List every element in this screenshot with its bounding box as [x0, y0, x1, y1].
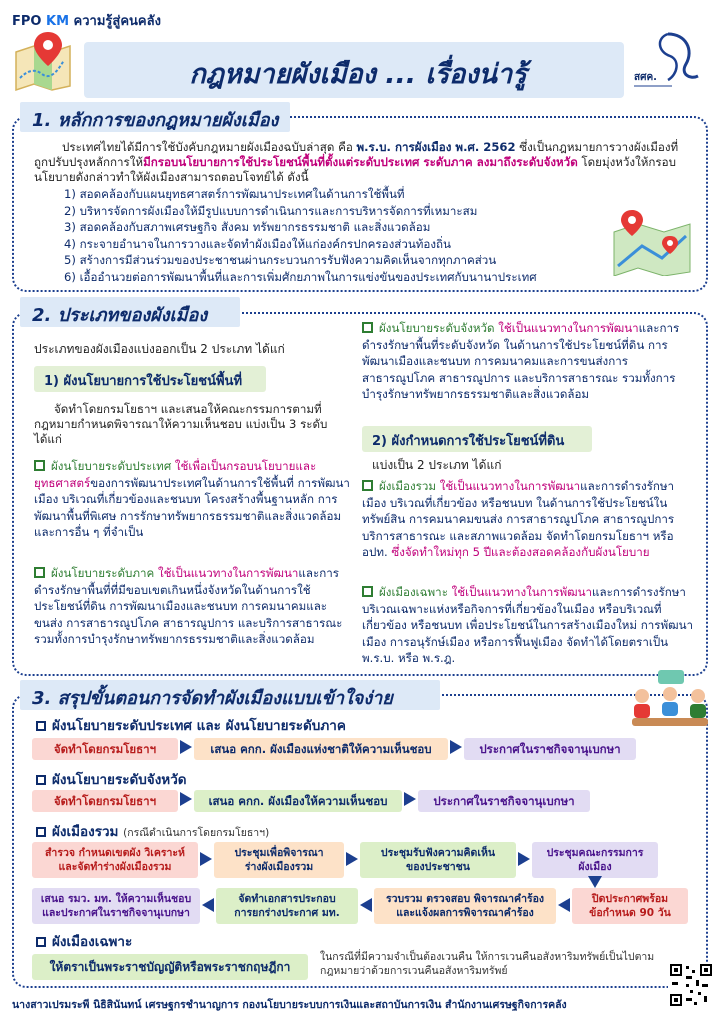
flow3-step-minister: เสนอ รมว. มท. ให้ความเห็นชอบ และประกาศในราชกิจจานุเบกษา: [32, 888, 200, 924]
arrow-right-icon: [346, 852, 358, 866]
checkbox-icon: [362, 480, 373, 491]
flow1-title: ผังนโยบายระดับประเทศ และ ผังนโยบายระดับภาค: [36, 714, 346, 736]
brand-prefix: FPO: [12, 14, 42, 29]
list-item: 6) เอื้ออำนวยต่อการพัฒนาพื้นที่และการเพิ่มศักยภาพในการแข่งขันของประเทศกับนานาประเทศ: [64, 269, 537, 284]
sub2-text: แบ่งเป็น 2 ประเภท ได้แก่: [372, 458, 502, 472]
sub-heading-land-use-policy: 1) ผังนโยบายการใช้ประโยชน์พื้นที่: [34, 366, 266, 392]
arrow-right-icon: [518, 852, 530, 866]
specific-plan-item: ผังเมืองเฉพาะ ใช้เป็นแนวทางในการพัฒนาและการดำรงรักษาบริเวณเฉพาะแห่งหรือกิจการที่เกี่ยวข้องในเมือง หรือบริเวณที่เกี่ยวข้อง หรือชนบท เพื่อประโยชน์ในการสร้างเมืองใหม่ การพัฒนาเมือง การอนุรักษ์เมือง หรือการฟื้นฟูเมือง จัดทำได้โดยตราเป็น พ.ร.บ. หรือ พ.ร.ฎ.: [362, 585, 694, 665]
brand-label: [12, 10, 161, 31]
list-item: 5) สร้างการมีส่วนร่วมของประชาชนผ่านกระบวนการรับฟังความคิดเห็นจากทุกภาคส่วน: [64, 253, 497, 267]
checkbox-icon: [362, 586, 373, 597]
flow1-step-3: ประกาศในราชกิจจานุเบกษา: [464, 738, 636, 760]
comprehensive-plan-item: ผังเมืองรวม ใช้เป็นแนวทางในการพัฒนาและการดำรงรักษาเมือง บริเวณที่เกี่ยวข้อง หรือชนบท ในด้านการใช้ประโยชน์ในทรัพย์สิน การคมนาคมขนส่ง การสาธารณูปโภค สาธารณูปการ บริการสาธารณะ และสภาพแวดล้อม จัดทำโดยกรมโยธาฯ หรือ อปท. ซึ่งจัดทำใหม่ทุก 5 ปีและต้องสอดคล้องกับผังนโยบาย: [362, 479, 675, 559]
section2-heading: 2. ประเภทของผังเมือง: [20, 297, 240, 327]
flow3-step-announce-90: ปิดประกาศพร้อม ข้อกำหนด 90 วัน: [572, 888, 688, 924]
fpo-logo: [628, 28, 708, 98]
square-bullet-icon: [36, 937, 46, 947]
flow4-note: ในกรณีที่มีความจำเป็นต้องเวนคืน ให้การเวนคืนอสังหาริมทรัพย์เป็นไปตามกฎหมายว่าด้วยการเวนคืนอสังหาริมทรัพย์: [320, 951, 655, 977]
map-pin-icon: [12, 30, 74, 92]
flow4-step: ให้ตราเป็นพระราชบัญญัติหรือพระราชกฤษฎีกา: [32, 954, 308, 980]
brand-tagline: ความรู้สู่คนคลัง: [73, 14, 161, 29]
section1-list: [64, 186, 537, 285]
checkbox-icon: [362, 322, 373, 333]
flow2-step-1: จัดทำโดยกรมโยธาฯ: [32, 790, 178, 812]
national-policy-item: ผังนโยบายระดับประเทศ ใช้เพื่อเป็นกรอบนโยบายและยุทธศาสตร์ของการพัฒนาประเทศในด้านการใช้พื้นที่ การพัฒนาเมือง บริเวณที่เกี่ยวข้องและชนบท โครงสร้างพื้นฐานหลัก การพัฒนาพื้นที่พิเศษ การรักษาทรัพยากรธรรมชาติและสิ่งแวดล้อม และการอื่น ๆ ที่จำเป็น: [34, 459, 350, 539]
square-bullet-icon: [36, 775, 46, 785]
square-bullet-icon: [36, 721, 46, 731]
list-item: 2) บริหารจัดการผังเมืองให้มีรูปแบบการดำเนินการและการบริหารจัดการที่เหมาะสม: [64, 203, 478, 218]
flow3-step-draft-meeting: ประชุมเพื่อพิจารณา ร่างผังเมืองรวม: [214, 842, 344, 878]
flow3-step-hearing: ประชุมรับฟังความคิดเห็น ของประชาชน: [360, 842, 516, 878]
checkbox-icon: [34, 460, 45, 471]
flow3-title: ผังเมืองรวม (กรณีดำเนินการโดยกรมโยธาฯ): [36, 820, 269, 842]
flow3-step-review-petitions: รวบรวม ตรวจสอบ พิจารณาคำร้อง และแจ้งผลการพิจารณาคำร้อง: [374, 888, 556, 924]
section2-intro: ประเภทของผังเมืองแบ่งออกเป็น 2 ประเภท ได้แก่: [34, 342, 285, 356]
arrow-left-icon: [558, 898, 570, 912]
flow3-step-committee: ประชุมคณะกรรมการ ผังเมือง: [532, 842, 658, 878]
flow1-step-2: เสนอ คกก. ผังเมืองแห่งชาติให้ความเห็นชอบ: [194, 738, 448, 760]
arrow-right-icon: [200, 852, 212, 866]
arrow-right-icon: [180, 792, 192, 806]
flow2-step-3: ประกาศในราชกิจจานุเบกษา: [418, 790, 590, 812]
brand-km: KM: [46, 14, 70, 29]
sub1-text: จัดทำโดยกรมโยธาฯ และเสนอให้คณะกรรมการตามที่กฎหมายกำหนดพิจารณาให้ความเห็นชอบ แบ่งเป็น 3 ระดับ ได้แก่: [34, 402, 328, 446]
arrow-left-icon: [360, 898, 372, 912]
flow2-title: ผังนโยบายระดับจังหวัด: [36, 768, 187, 790]
square-bullet-icon: [36, 827, 46, 837]
list-item: 1) สอดคล้องกับแผนยุทธศาสตร์การพัฒนาประเทศในด้านการใช้พื้นที่: [64, 187, 405, 201]
provincial-policy-item: ผังนโยบายระดับจังหวัด ใช้เป็นแนวทางในการพัฒนาและการดำรงรักษาพื้นที่ระดับจังหวัด ในด้านการใช้ประโยชน์ที่ดิน การพัฒนาเมืองและชนบท การคมนาคมและการขนส่งการสาธารณูปโภค สาธารณูปการ และบริการสาธารณะ รวมทั้งการบำรุงรักษาทรัพยากรธรรมชาติและสิ่งแวดล้อม: [362, 321, 680, 401]
arrow-down-icon: [588, 876, 602, 888]
flow1-step-1: จัดทำโดยกรมโยธาฯ: [32, 738, 178, 760]
section1-heading: 1. หลักการของกฎหมายผังเมือง: [20, 102, 290, 132]
footer-author: นางสาวเปรมระพี นิธิสินันทน์ เศรษฐกรชำนาญการ กองนโยบายระบบการเงินและสถาบันการเงิน สำนักงานเศรษฐกิจการคลัง: [12, 999, 567, 1011]
flow3-step-documents: จัดทำเอกสารประกอบ การยกร่างประกาศ มท.: [216, 888, 358, 924]
meeting-people-icon: [630, 668, 710, 728]
checkbox-icon: [34, 567, 45, 578]
map-illustration-icon: [612, 206, 692, 276]
section3-heading: 3. สรุปขั้นตอนการจัดทำผังเมืองแบบเข้าใจง่าย: [20, 680, 440, 710]
flow2-step-2: เสนอ คกก. ผังเมืองให้ความเห็นชอบ: [194, 790, 402, 812]
flow3-step-survey: สำรวจ กำหนดเขตผัง วิเคราะห์ และจัดทำร่างผังเมืองรวม: [32, 842, 198, 878]
arrow-right-icon: [404, 792, 416, 806]
sub-heading-land-use-plan: 2) ผังกำหนดการใช้ประโยชน์ที่ดิน: [362, 426, 592, 452]
arrow-right-icon: [180, 740, 192, 754]
regional-policy-item: ผังนโยบายระดับภาค ใช้เป็นแนวทางในการพัฒนาและการดำรงรักษาพื้นที่ที่มีขอบเขตเกินหนึ่งจังหวัดในด้านการใช้ประโยชน์ที่ดิน การพัฒนาเมืองและชนบท การคมนาคมและขนส่ง การสาธารณูปโภค สาธารณูปการ และบริการสาธารณะ รวมทั้งการบำรุงรักษาทรัพยากรธรรมชาติและสิ่งแวดล้อม: [34, 566, 343, 646]
list-item: 3) สอดคล้องกับสภาพเศรษฐกิจ สังคม ทรัพยากรธรรมชาติ และสิ่งแวดล้อม: [64, 220, 431, 234]
arrow-left-icon: [202, 898, 214, 912]
list-item: 4) กระจายอำนาจในการวางและจัดทำผังเมืองให้แก่องค์กรปกครองส่วนท้องถิ่น: [64, 236, 451, 251]
section1-intro: ประเทศไทยได้มีการใช้บังคับกฎหมายผังเมืองฉบับล่าสุด คือ พ.ร.บ. การผังเมือง พ.ศ. 2562 ซึ่งเป็นกฎหมายการวางผังเมืองที่ถูกปรับปรุงหลักการให้มีกรอบนโยบายการใช้ประโยชน์พื้นที่ตั้งแต่ระดับประเทศ ระดับภาค ลงมาถึงระดับจังหวัด โดยมุ่งหวังให้กรอบนโยบายดังกล่าวทำให้ผังเมืองสามารถตอบโจทย์ได้ ดังนี้: [34, 140, 679, 184]
arrow-right-icon: [450, 740, 462, 754]
logo-text: สศค.: [634, 72, 657, 83]
qr-code-icon: [668, 962, 714, 1008]
flow4-title: ผังเมืองเฉพาะ: [36, 930, 132, 952]
page-title: กฎหมายผังเมือง ... เรื่องน่ารู้: [189, 59, 527, 90]
